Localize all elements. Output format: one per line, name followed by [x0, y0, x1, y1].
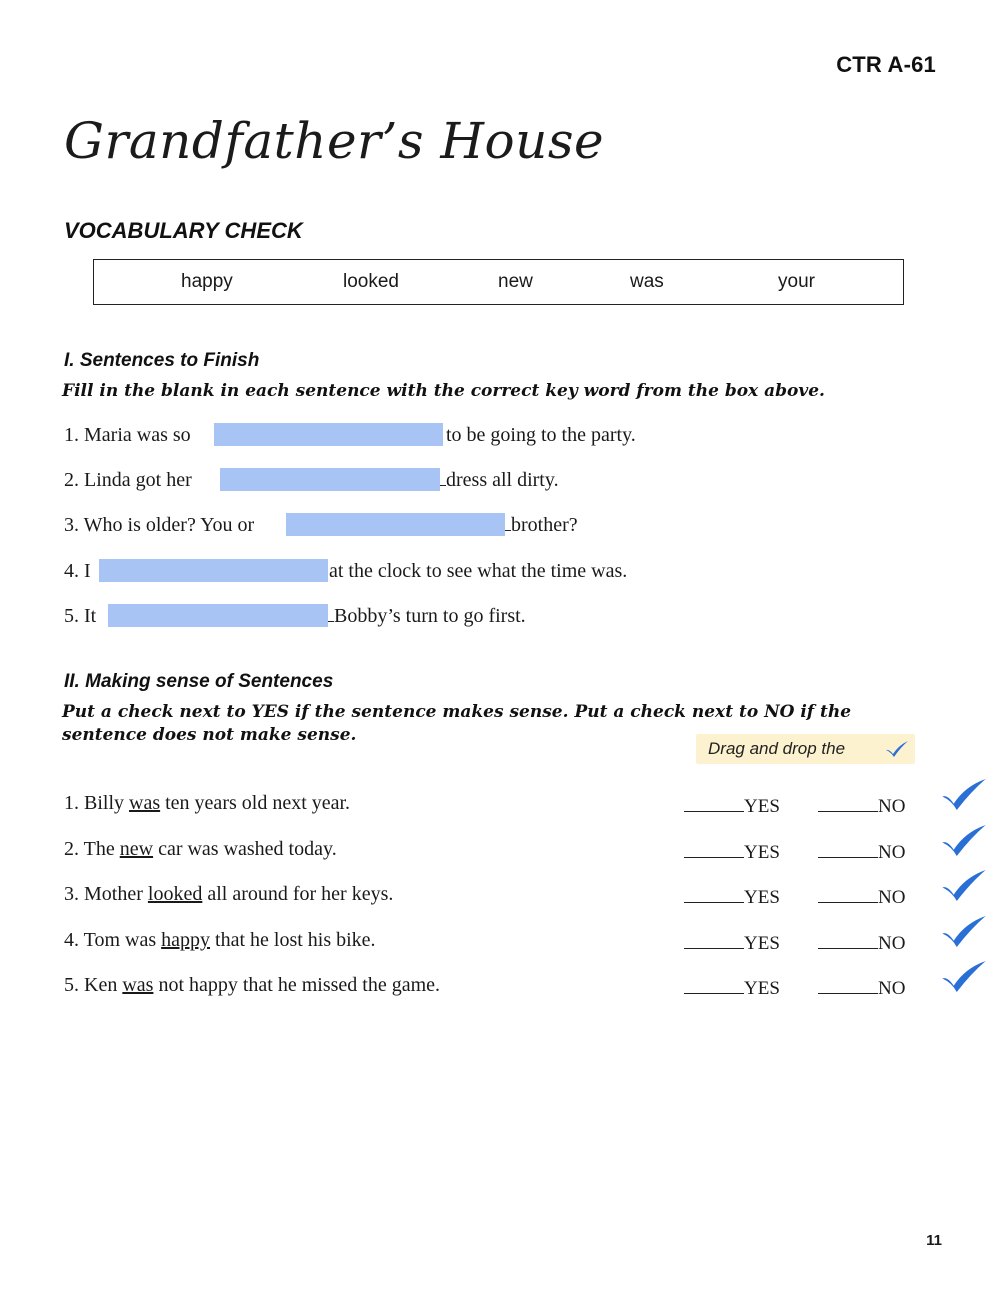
sentence-text: car was washed today. — [158, 838, 337, 860]
draggable-checkmark-icon[interactable] — [940, 778, 988, 812]
vocabulary-heading: VOCABULARY CHECK — [64, 218, 303, 243]
word-bank-item: was — [630, 271, 664, 292]
draggable-checkmark-icon[interactable] — [940, 869, 988, 903]
answer-line — [684, 975, 744, 994]
answer-line — [818, 975, 878, 994]
sentence-text: ten years old next year. — [165, 792, 351, 814]
yes-answer-slot[interactable] — [684, 793, 780, 818]
yes-label: YES — [744, 933, 780, 954]
draggable-checkmark-icon[interactable] — [940, 824, 988, 858]
sentence-text: 3. Mother — [64, 883, 143, 905]
sentence-text: dress all dirty. — [440, 469, 559, 492]
drag-hint-label: Drag and drop the — [708, 739, 846, 758]
answer-line — [684, 884, 744, 903]
yes-no-sentence-1 — [64, 792, 350, 815]
checkmark-icon — [884, 740, 910, 758]
fill-blank-4[interactable] — [99, 559, 328, 582]
sentence-text: 4. I — [64, 560, 91, 582]
word-bank-item: looked — [343, 271, 399, 292]
key-word: was — [122, 974, 154, 996]
yes-label: YES — [744, 887, 780, 908]
answer-line — [818, 930, 878, 949]
no-answer-slot[interactable] — [818, 930, 905, 955]
word-bank-item: happy — [181, 271, 233, 292]
answer-line — [818, 839, 878, 858]
no-label: NO — [878, 887, 906, 908]
sentence-text: 1. Maria was so — [64, 424, 191, 446]
answer-line — [818, 884, 878, 903]
answer-line — [684, 839, 744, 858]
no-answer-slot[interactable] — [818, 839, 905, 864]
draggable-checkmark-icon[interactable] — [940, 915, 988, 949]
no-label: NO — [878, 933, 906, 954]
sentence-text: to be going to the party. — [446, 424, 636, 446]
yes-answer-slot[interactable] — [684, 975, 780, 1000]
word-bank — [93, 259, 904, 305]
answer-line — [684, 793, 744, 812]
sentence-text: 2. Linda got her — [64, 469, 192, 491]
key-word: happy — [161, 929, 211, 951]
section-1-heading: I. Sentences to Finish — [64, 350, 260, 371]
sentence-text: not happy that he missed the game. — [158, 974, 441, 996]
yes-no-sentence-4 — [64, 929, 376, 952]
section-2-instructions-line-2: sentence does not make sense. — [62, 725, 357, 745]
sentence-text: 3. Who is older? You or — [64, 514, 255, 536]
yes-answer-slot[interactable] — [684, 930, 780, 955]
sentence-text: 2. The — [64, 838, 115, 860]
key-word: new — [119, 838, 154, 860]
fill-sentence-2 — [64, 469, 192, 492]
yes-label: YES — [744, 842, 780, 863]
no-answer-slot[interactable] — [818, 975, 905, 1000]
key-word: looked — [147, 883, 203, 905]
sentence-text: 1. Billy — [64, 792, 125, 814]
sentence-text: that he lost his bike. — [215, 929, 376, 951]
no-answer-slot[interactable] — [818, 793, 905, 818]
fill-sentence-5 — [64, 605, 96, 628]
yes-answer-slot[interactable] — [684, 884, 780, 909]
worksheet-code: CTR A-61 — [836, 52, 936, 77]
yes-no-sentence-2 — [64, 838, 337, 861]
no-label: NO — [878, 842, 906, 863]
word-bank-item: your — [778, 271, 815, 292]
answer-line — [684, 930, 744, 949]
sentence-text: brother? — [505, 514, 578, 537]
fill-blank-5[interactable] — [108, 604, 328, 627]
section-1-instructions: Fill in the blank in each sentence with the correct key word from the box above. — [62, 381, 825, 401]
no-answer-slot[interactable] — [818, 884, 905, 909]
answer-line — [818, 793, 878, 812]
sentence-text: 4. Tom was — [64, 929, 157, 951]
page-number: 11 — [926, 1232, 942, 1249]
fill-sentence-3 — [64, 514, 254, 537]
no-label: NO — [878, 796, 906, 817]
draggable-checkmark-icon[interactable] — [940, 960, 988, 994]
section-2-instructions-line-1: Put a check next to YES if the sentence makes sense. Put a check next to NO if the — [62, 702, 852, 722]
section-2-heading: II. Making sense of Sentences — [64, 671, 334, 692]
fill-blank-2[interactable] — [220, 468, 440, 491]
yes-answer-slot[interactable] — [684, 839, 780, 864]
sentence-text: Bobby’s turn to go first. — [328, 605, 526, 628]
page-title: Grandfather’s House — [64, 112, 605, 170]
sentence-text: 5. Ken — [64, 974, 118, 996]
no-label: NO — [878, 978, 906, 999]
yes-label: YES — [744, 796, 780, 817]
yes-no-sentence-3 — [64, 883, 393, 906]
sentence-text: at the clock to see what the time was. — [329, 560, 628, 582]
sentence-text: all around for her keys. — [207, 883, 394, 905]
word-bank-item: new — [498, 271, 533, 292]
drag-hint — [696, 734, 915, 764]
fill-sentence-1 — [64, 424, 191, 447]
fill-blank-3[interactable] — [286, 513, 505, 536]
fill-sentence-4 — [64, 560, 91, 583]
sentence-text: 5. It — [64, 605, 97, 627]
fill-blank-1[interactable] — [214, 423, 443, 446]
key-word: was — [129, 792, 161, 814]
yes-no-sentence-5 — [64, 974, 440, 997]
yes-label: YES — [744, 978, 780, 999]
